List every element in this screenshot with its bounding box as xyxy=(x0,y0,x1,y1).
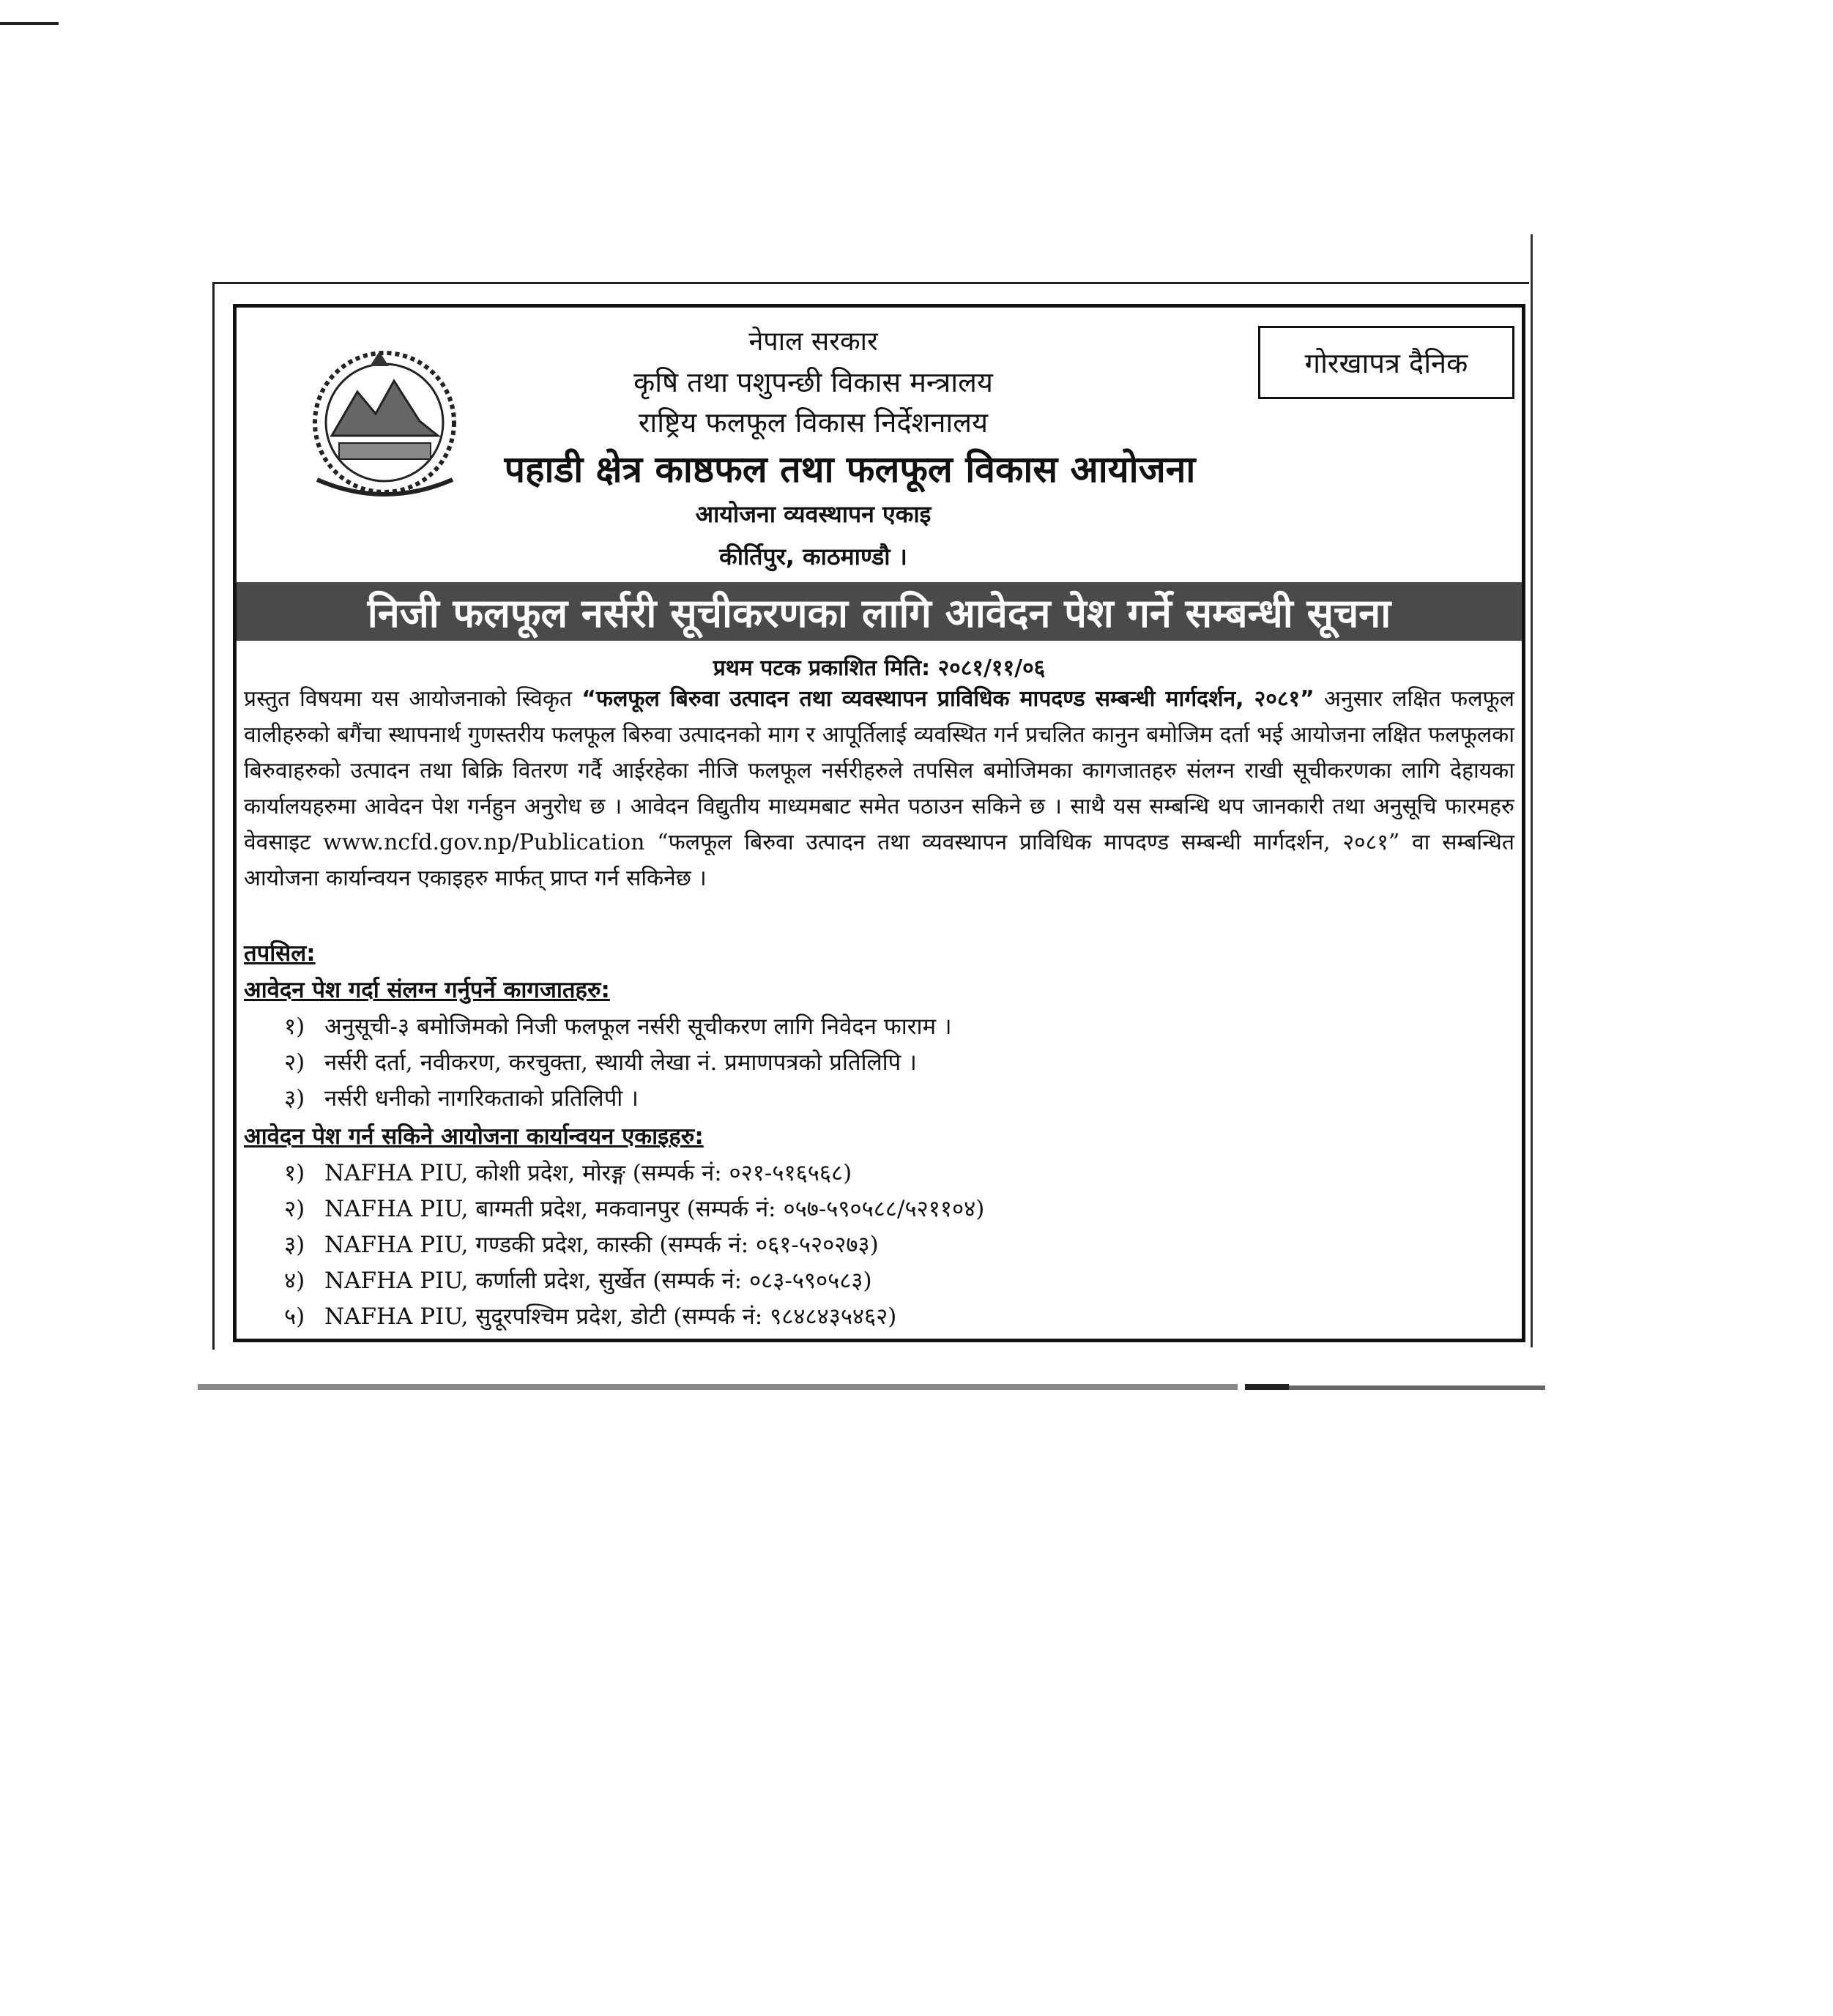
list-item-text: NAFHA PIU, कोशी प्रदेश, मोरङ्ग (सम्पर्क नं: ०२१-५१६५६८) xyxy=(324,1160,852,1186)
guideline-title: “फलफूल बिरुवा उत्पादन तथा व्यवस्थापन प्राविधिक मापदण्ड सम्बन्धी मार्गदर्शन, २०८१” xyxy=(581,686,1315,712)
body-main: अनुसार लक्षित फलफूल वालीहरुको बगैंचा स्थापनार्थ गुणस्तरीय फलफूल बिरुवा उत्पादनको माग र आपूर्तिलाई व्यवस्थित गर्न प्रचलित कानुन बमोजिम दर्ता भई आयोजना लक्षित फलफूलका बिरुवाहरुको उत्पादन तथा बिक्रि वितरण गर्दै आईरहेका नीजि फलफूल नर्सरीहरुले तपसिल बमोजिमका कागजातहरु संलग्न राखी सूचीकरणका लागि देहायका कार्यालयहरुमा आवेदन पेश गर्नहुन अनुरोध छ । आवेदन विद्युतीय माध्यमबाट समेत पठाउन सकिने छ । साथै यस सम्बन्धि थप जानकारी तथा अनुसूचि फारमहरु वेवसाइट www.ncfd.gov.np/Publication “फलफूल बिरुवा उत्पादन तथा व्यवस्थापन प्राविधिक मापदण्ड सम्बन्धी मार्गदर्शन, २०८१” वा सम्बन्धित आयोजना कार्यान्वयन एकाइहरु मार्फत् प्राप्त गर्न सकिनेछ । xyxy=(244,686,1514,891)
list-item xyxy=(284,1082,952,1118)
notice-title-bar xyxy=(237,582,1522,641)
list-item-number: ४) xyxy=(284,1268,305,1294)
list-item-number: २) xyxy=(284,1196,305,1222)
bottom-divider xyxy=(198,1384,1238,1390)
tapasil-heading: तपसिल: xyxy=(244,940,316,967)
list-item-text: NAFHA PIU, सुदूरपश्चिम प्रदेश, डोटी (सम्पर्क नं: ९८४८४३५४६२) xyxy=(324,1303,897,1330)
notice-frame xyxy=(233,304,1525,1342)
list-item-number: १) xyxy=(284,1013,305,1040)
scan-right-rule xyxy=(1531,234,1533,1347)
list-item-number: २) xyxy=(284,1049,305,1076)
list-item xyxy=(284,1229,984,1265)
bottom-divider-mark xyxy=(1245,1384,1289,1390)
publication-date: प्रथम पटक प्रकाशित मिति: २०८१/११/०६ xyxy=(713,655,1046,681)
directorate-name: राष्ट्रिय फलफूल विकास निर्देशनालय xyxy=(638,406,989,439)
body-intro: प्रस्तुत विषयमा यस आयोजनाको स्विकृत xyxy=(244,686,582,712)
office-location: कीर्तिपुर, काठमाण्डौ । xyxy=(719,543,907,570)
list-item xyxy=(284,1193,984,1229)
list-item xyxy=(284,1265,984,1301)
scan-artifact-line xyxy=(0,22,59,25)
list-item-text: अनुसूची-३ बमोजिमको निजी फलफूल नर्सरी सूचीकरण लागि निवेदन फाराम । xyxy=(324,1013,952,1040)
list-item-text: नर्सरी धनीको नागरिकताको प्रतिलिपी । xyxy=(324,1085,639,1112)
list-item-number: १) xyxy=(284,1160,305,1186)
units-heading: आवेदन पेश गर्न सकिने आयोजना कार्यान्वयन एकाइहरु: xyxy=(244,1123,704,1150)
documents-list xyxy=(284,1011,952,1118)
list-item-number: ३) xyxy=(284,1232,305,1258)
list-item-text: नर्सरी दर्ता, नवीकरण, करचुक्ता, स्थायी लेखा नं. प्रमाणपत्रको प्रतिलिपि । xyxy=(324,1049,917,1076)
units-list xyxy=(284,1157,984,1336)
list-item-text: NAFHA PIU, बाग्मती प्रदेश, मकवानपुर (सम्पर्क नं: ०५७-५९०५८८/५२११०४) xyxy=(324,1196,985,1222)
newspaper-name-box: गोरखापत्र दैनिक xyxy=(1258,326,1514,399)
list-item xyxy=(284,1301,984,1336)
government-name: नेपाल सरकार xyxy=(748,327,878,357)
documents-heading: आवेदन पेश गर्दा संलग्न गर्नुपर्ने कागजातहरु: xyxy=(244,977,610,1003)
notice-title: निजी फलफूल नर्सरी सूचीकरणका लागि आवेदन पेश गर्ने सम्बन्धी सूचना xyxy=(367,590,1391,636)
list-item-text: NAFHA PIU, कर्णाली प्रदेश, सुर्खेत (सम्पर्क नं: ०८३-५९०५८३) xyxy=(324,1268,872,1294)
list-item-number: ३) xyxy=(284,1085,305,1112)
unit-name: आयोजना व्यवस्थापन एकाइ xyxy=(695,500,932,528)
list-item xyxy=(284,1046,952,1082)
list-item xyxy=(284,1011,952,1046)
ministry-name: कृषि तथा पशुपन्छी विकास मन्त्रालय xyxy=(633,366,993,398)
bottom-divider-right xyxy=(1245,1385,1545,1390)
project-name: पहाडी क्षेत्र काष्ठफल तथा फलफूल विकास आयोजना xyxy=(504,448,1196,491)
list-item-text: NAFHA PIU, गण्डकी प्रदेश, कास्की (सम्पर्क नं: ०६१-५२०२७३) xyxy=(324,1232,879,1258)
list-item-number: ५) xyxy=(284,1303,305,1330)
list-item xyxy=(284,1157,984,1193)
notice-body xyxy=(244,681,1514,896)
